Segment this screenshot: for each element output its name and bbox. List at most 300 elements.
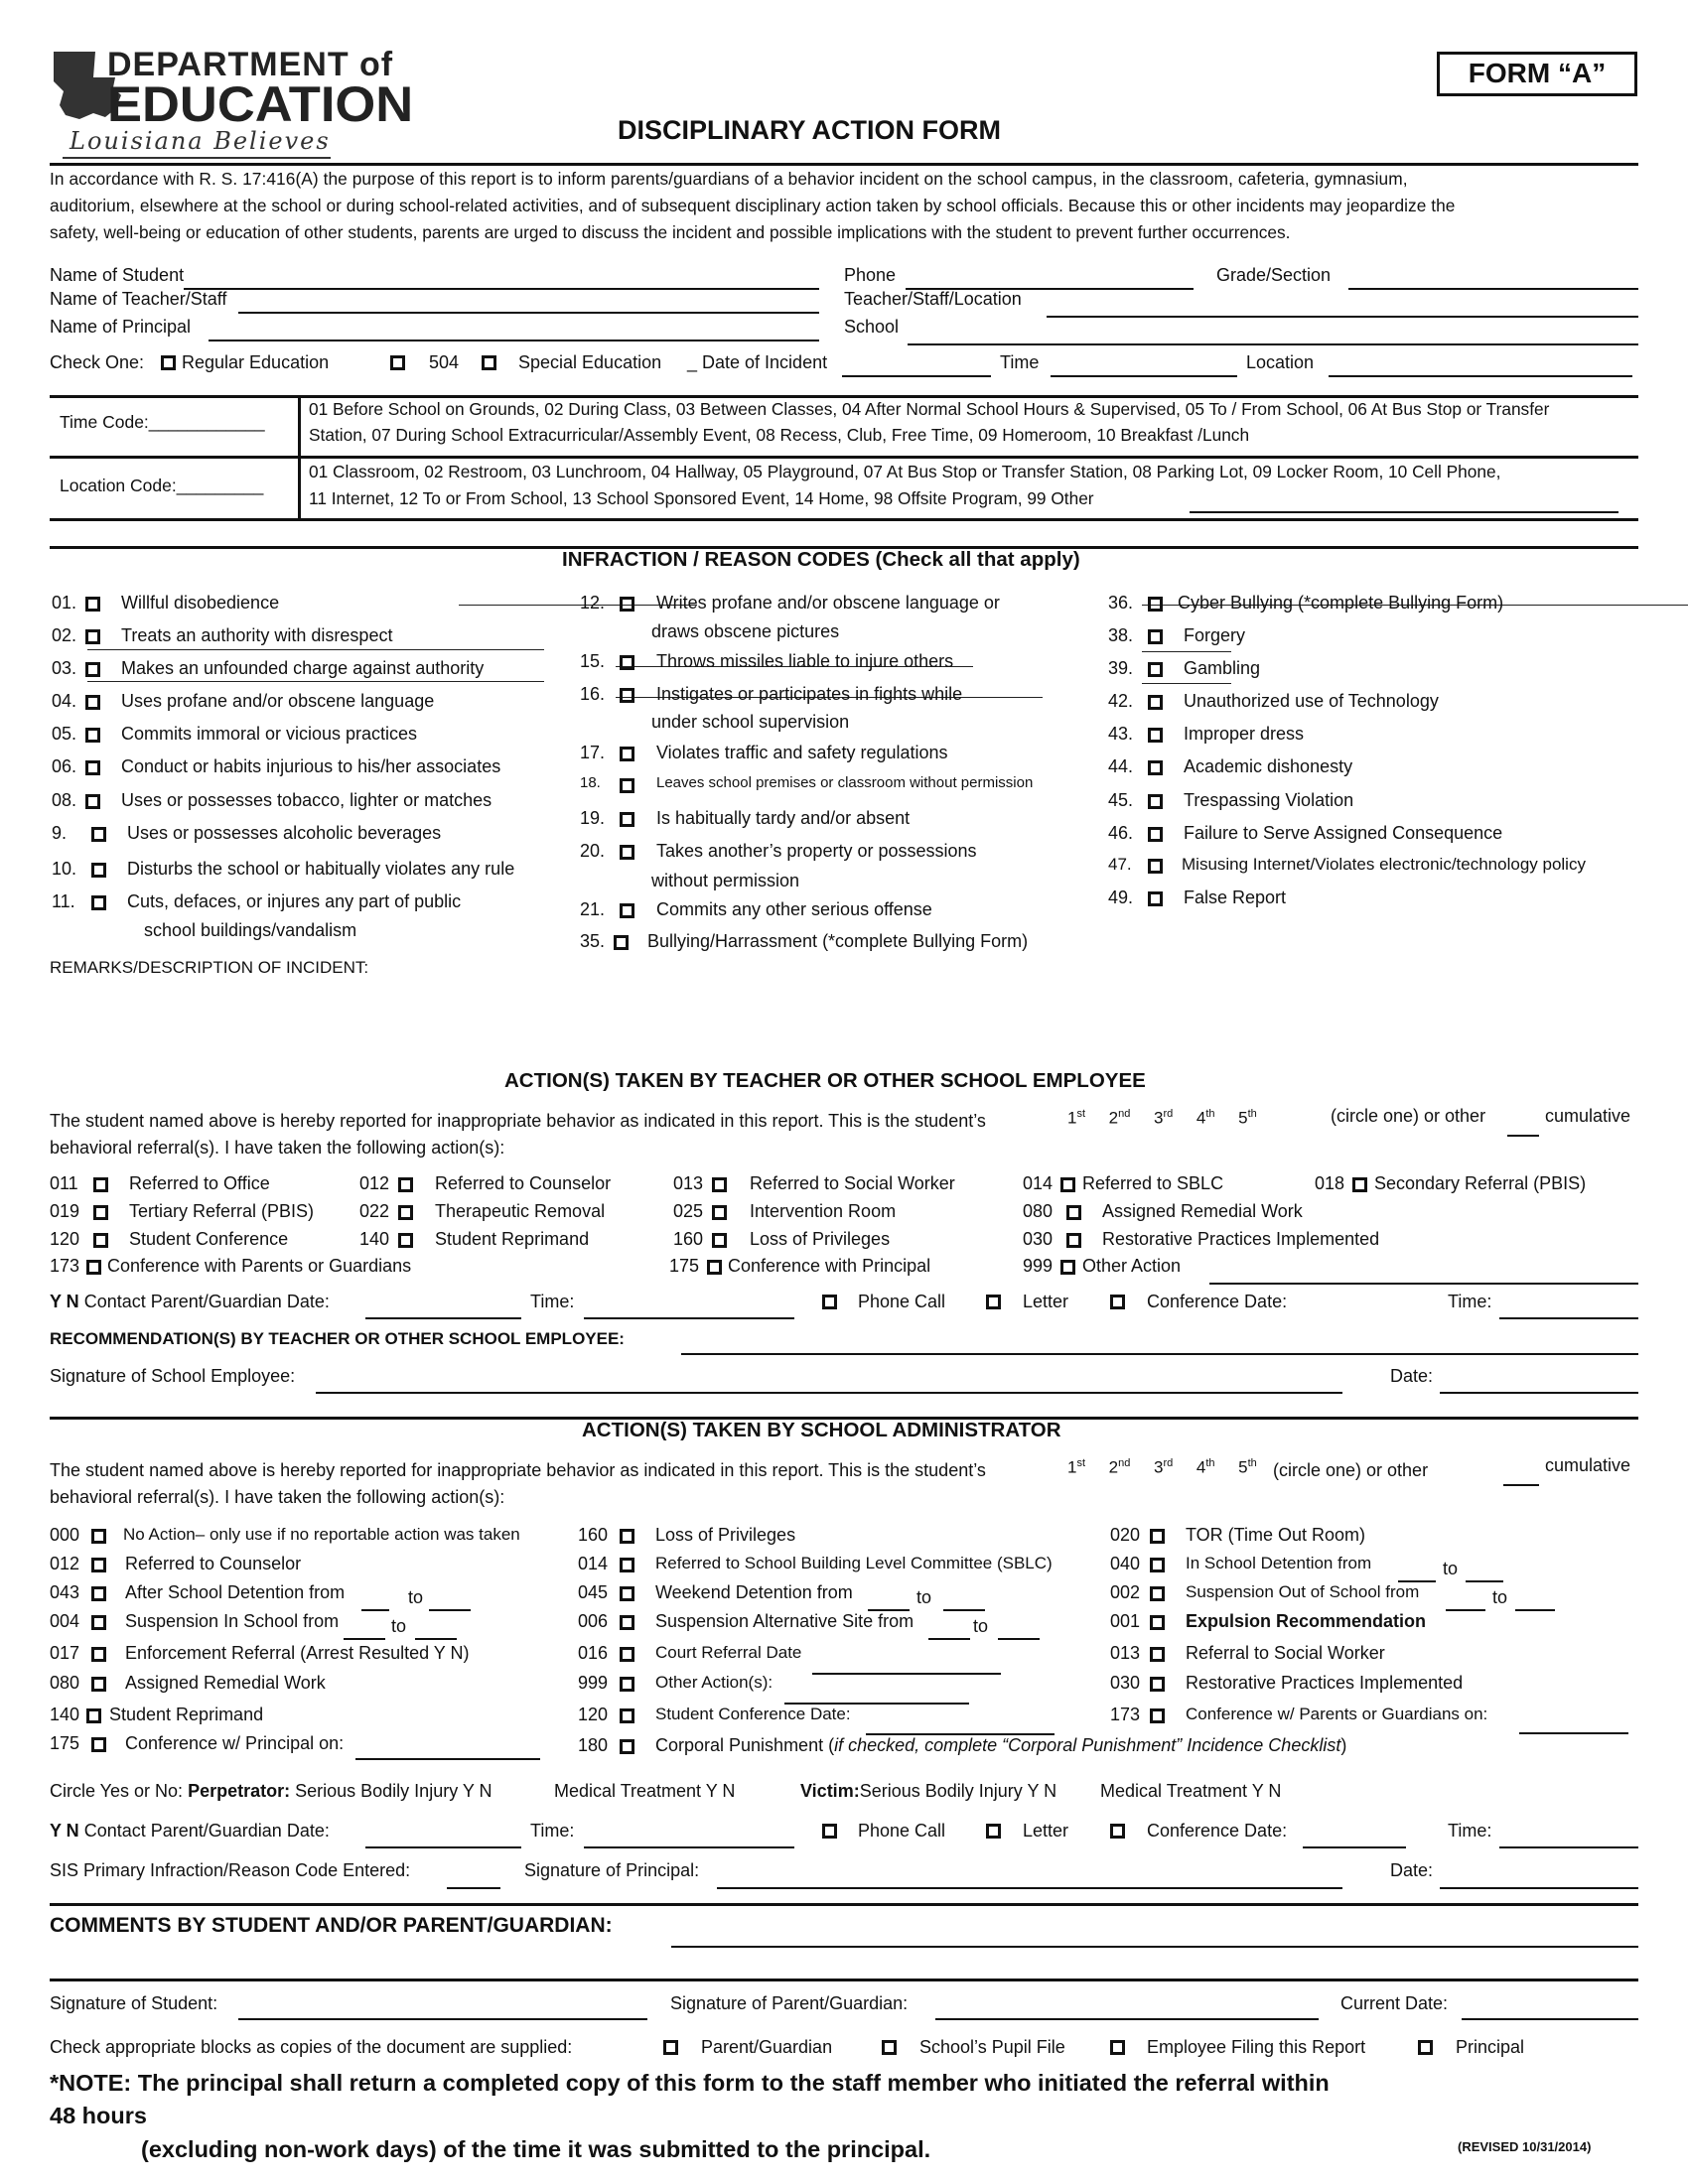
infraction-checkbox[interactable] <box>85 728 100 743</box>
teacher-action-code: 140 <box>359 1229 390 1249</box>
teacher-action-label: Therapeutic Removal <box>435 1201 606 1221</box>
admin-contact-time-label: Time: <box>530 1821 575 1841</box>
time-code-line-2: Station, 07 During School Extracurricular/Assembly Event, 08 Recess, Club, Free Time, 09 Homeroom, 10 Breakfast /Lunch <box>309 425 1250 445</box>
teacher-action-code: 019 <box>50 1201 80 1221</box>
infraction-label: Commits any other serious offense <box>656 899 932 919</box>
admin-action-code: 175 <box>50 1733 80 1753</box>
teacher-contact-time-label: Time: <box>530 1292 575 1311</box>
teacher-action-label: Restorative Practices Implemented <box>1102 1229 1380 1249</box>
infraction-number: 19. <box>580 808 606 828</box>
teacher-cumulative-label: cumulative <box>1545 1106 1631 1126</box>
intro-line-2: auditorium, elsewhere at the school or during school-related activities, and of subsequent disciplinary action taken by school officials. Because this or other incidents may jeopardize the <box>50 196 1456 215</box>
principal-copy-checkbox[interactable] <box>1418 2040 1433 2055</box>
infraction-number: 11. <box>52 891 75 911</box>
infraction-number: 47. <box>1108 855 1132 874</box>
admin-action-checkbox[interactable] <box>620 1677 634 1692</box>
admin-contact-date-field[interactable] <box>365 1846 521 1848</box>
admin-action-label: Referred to Counselor <box>125 1554 302 1573</box>
teacher-action-label: Assigned Remedial Work <box>1102 1201 1303 1221</box>
infraction-number: 20. <box>580 841 606 861</box>
infraction-label: Throws missiles liable to injure others <box>656 651 954 671</box>
infraction-number: 45. <box>1108 790 1134 810</box>
admin-action-code: 004 <box>50 1611 80 1631</box>
current-date-field[interactable] <box>1462 2018 1638 2020</box>
logo <box>48 46 414 157</box>
pupil-file-checkbox[interactable] <box>882 2040 897 2055</box>
admin-action-label: Student Conference Date: <box>655 1705 851 1723</box>
admin-action-checkbox[interactable] <box>620 1529 634 1544</box>
infraction-number: 01. <box>52 593 77 613</box>
isd-to-field[interactable] <box>1466 1580 1503 1582</box>
after-school-to-field[interactable] <box>429 1609 471 1611</box>
incident-time-label: Time <box>1000 352 1040 372</box>
teacher-letter-checkbox[interactable] <box>986 1295 1001 1309</box>
infraction-number: 36. <box>1108 593 1134 613</box>
admin-action-label: Suspension In School from <box>125 1611 340 1631</box>
principal-date-label: Date: <box>1390 1860 1434 1880</box>
admin-action-code: 120 <box>578 1705 609 1724</box>
teacher-action-checkbox[interactable] <box>93 1233 108 1248</box>
admin-action-checkbox[interactable] <box>91 1647 106 1662</box>
teacher-action-checkbox[interactable] <box>1066 1205 1081 1220</box>
revised-date: (REVISED 10/31/2014) <box>1458 2139 1592 2154</box>
admin-action-checkbox[interactable] <box>1150 1677 1165 1692</box>
oss-to-field[interactable] <box>1515 1609 1555 1611</box>
principal-signature-field[interactable] <box>717 1887 1342 1889</box>
comments-label: COMMENTS BY STUDENT AND/OR PARENT/GUARDIAN: <box>50 1914 613 1937</box>
infraction-checkbox[interactable] <box>1148 728 1163 743</box>
admin-action-code: 001 <box>1110 1611 1141 1631</box>
parent-signature-field[interactable] <box>935 2018 1319 2020</box>
infraction-label: Writes profane and/or obscene language or <box>656 593 1000 613</box>
medical-treatment-1[interactable]: Medical Treatment Y N <box>554 1781 736 1801</box>
admin-action-label: No Action– only use if no reportable action was taken <box>123 1525 520 1544</box>
recommendation-field[interactable] <box>681 1353 1638 1355</box>
admin-action-checkbox[interactable] <box>91 1529 106 1544</box>
infraction-checkbox[interactable] <box>1148 695 1163 710</box>
admin-action-label: Student Reprimand <box>109 1705 264 1724</box>
iss-from-field[interactable] <box>344 1638 385 1640</box>
location-code-line-1: 01 Classroom, 02 Restroom, 03 Lunchroom, 04 Hallway, 05 Playground, 07 At Bus Stop or Transfer Station, 08 Parking Lot, 09 Locker Room, 10 Cell Phone, <box>309 462 1501 481</box>
admin-action-label: Loss of Privileges <box>655 1525 796 1545</box>
admin-action-label: Enforcement Referral (Arrest Resulted Y N) <box>125 1643 470 1663</box>
infraction-number: 44. <box>1108 756 1134 776</box>
student-signature-label: Signature of Student: <box>50 1993 218 2013</box>
infraction-label: Disturbs the school or habitually violates any rule <box>127 859 515 879</box>
teacher-contact-date-field[interactable] <box>365 1317 521 1319</box>
teacher-action-checkbox[interactable] <box>1060 1177 1075 1192</box>
injury-row: Circle Yes or No: Perpetrator: Serious Bodily Injury Y N <box>50 1781 492 1801</box>
victim-row[interactable]: Victim:Serious Bodily Injury Y N <box>800 1781 1057 1801</box>
infraction-label: Commits immoral or vicious practices <box>121 724 418 744</box>
admin-conference-date-label: Conference Date: <box>1147 1821 1288 1841</box>
admin-conference-checkbox[interactable] <box>1110 1824 1125 1839</box>
infraction-number: 15. <box>580 651 606 671</box>
logo-department-text: DEPARTMENT of <box>107 46 394 83</box>
infraction-checkbox[interactable] <box>1148 827 1163 842</box>
admin-conference-time-field[interactable] <box>1499 1846 1638 1848</box>
infraction-checkbox[interactable] <box>85 794 100 809</box>
iss-to-field[interactable] <box>415 1638 457 1640</box>
infraction-11-continuation: school buildings/vandalism <box>144 920 357 940</box>
infraction-number: 03. <box>52 658 77 678</box>
pupil-file-label: School’s Pupil File <box>919 2037 1065 2057</box>
infraction-number: 35. <box>580 931 606 951</box>
504-checkbox[interactable] <box>390 355 405 370</box>
admin-conference-date-field[interactable] <box>1303 1846 1406 1848</box>
parents-conference-field[interactable] <box>1519 1732 1628 1734</box>
alt-site-from-field[interactable] <box>928 1638 970 1640</box>
alt-site-to-label: to <box>973 1616 989 1636</box>
sis-label: SIS Primary Infraction/Reason Code Entered: <box>50 1860 411 1880</box>
logo-tagline: Louisiana Believes <box>70 127 331 155</box>
admin-action-code: 014 <box>578 1554 609 1573</box>
admin-action-code: 160 <box>578 1525 609 1545</box>
admin-action-code: 043 <box>50 1582 80 1602</box>
teacher-action-code: 013 <box>673 1173 704 1193</box>
teacher-action-checkbox[interactable] <box>398 1205 413 1220</box>
location-other-field[interactable] <box>1190 511 1618 513</box>
location-code-label[interactable]: Location Code:_________ <box>60 476 264 495</box>
teacher-name-field[interactable] <box>238 312 819 314</box>
admin-conference-time-label: Time: <box>1448 1821 1492 1841</box>
form-label: FORM “A” <box>1437 52 1637 96</box>
infraction-label: Uses profane and/or obscene language <box>121 691 435 711</box>
check-one-label: Check One: <box>50 352 145 372</box>
teacher-action-label: Referred to Social Worker <box>750 1173 955 1193</box>
teacher-action-label: Referred to Office <box>129 1173 270 1193</box>
teacher-location-field[interactable] <box>1047 316 1638 318</box>
employee-copy-checkbox[interactable] <box>1110 2040 1125 2055</box>
infraction-label: Unauthorized use of Technology <box>1184 691 1439 711</box>
admin-phone-call-label: Phone Call <box>858 1821 946 1841</box>
infraction-number: 21. <box>580 899 606 919</box>
grade-label: Grade/Section <box>1216 265 1332 285</box>
time-code-label[interactable]: Time Code:____________ <box>60 412 265 432</box>
infraction-label: Forgery <box>1184 625 1246 645</box>
admin-action-label: Referred to School Building Level Committee (SBLC) <box>655 1554 1053 1572</box>
infraction-number: 08. <box>52 790 77 810</box>
regular-education-checkbox[interactable] <box>161 355 176 370</box>
infraction-20-continuation: without permission <box>651 871 800 890</box>
iss-to-label: to <box>391 1616 407 1636</box>
teacher-action-checkbox[interactable] <box>93 1205 108 1220</box>
location-code-line-2: 11 Internet, 12 To or From School, 13 School Sponsored Event, 14 Home, 98 Offsite Program, 99 Other <box>309 488 1094 508</box>
infraction-number: 10. <box>52 859 77 879</box>
admin-action-checkbox[interactable] <box>1150 1708 1165 1723</box>
infraction-number: 49. <box>1108 887 1134 907</box>
teacher-action-label: Loss of Privileges <box>750 1229 891 1249</box>
infraction-checkbox[interactable] <box>1148 859 1163 874</box>
date-incident-field[interactable] <box>842 375 991 377</box>
admin-action-label: Conference w/ Parents or Guardians on: <box>1186 1705 1488 1723</box>
admin-action-checkbox[interactable] <box>1150 1558 1165 1572</box>
admin-circle-label: (circle one) or other <box>1273 1460 1429 1480</box>
teacher-action-checkbox[interactable] <box>398 1177 413 1192</box>
teacher-action-checkbox[interactable] <box>398 1233 413 1248</box>
admin-action-label: Suspension Out of School from <box>1186 1582 1420 1601</box>
infraction-checkbox[interactable] <box>85 662 100 677</box>
admin-action-checkbox[interactable] <box>620 1647 634 1662</box>
teacher-action-code: 025 <box>673 1201 704 1221</box>
teacher-ordinals[interactable]: 1st 2nd 3rd 4th 5th <box>1067 1108 1257 1128</box>
incident-location-field[interactable] <box>1329 375 1632 377</box>
infraction-label: Leaves school premises or classroom without permission <box>656 774 1034 791</box>
admin-phone-call-checkbox[interactable] <box>822 1824 837 1839</box>
admin-action-label: Suspension Alternative Site from <box>655 1611 914 1631</box>
intro-line-3: safety, well-being or education of other students, parents are urged to discuss the incident and possible implications with the student to prevent further occurrences. <box>50 222 1291 242</box>
infraction-checkbox[interactable] <box>1148 629 1163 644</box>
admin-action-code: 006 <box>578 1611 609 1631</box>
infraction-number: 16. <box>580 684 606 704</box>
teacher-action-code: 173 <box>50 1256 80 1276</box>
infraction-number: 12. <box>580 593 606 613</box>
admin-action-code: 030 <box>1110 1673 1141 1693</box>
infraction-label: Uses or possesses alcoholic beverages <box>127 823 442 843</box>
teacher-action-checkbox[interactable] <box>1066 1233 1081 1248</box>
incident-time-field[interactable] <box>1051 375 1237 377</box>
admin-action-checkbox[interactable] <box>86 1708 101 1723</box>
infraction-label: Improper dress <box>1184 724 1305 744</box>
admin-other-field[interactable] <box>1503 1484 1539 1486</box>
admin-action-checkbox[interactable] <box>91 1737 106 1752</box>
infraction-checkbox[interactable] <box>620 655 634 670</box>
infraction-checkbox[interactable] <box>620 903 634 918</box>
infraction-checkbox[interactable] <box>91 863 106 878</box>
current-date-label: Current Date: <box>1340 1993 1449 2013</box>
infraction-checkbox[interactable] <box>85 695 100 710</box>
infraction-checkbox[interactable] <box>91 827 106 842</box>
remarks-label: REMARKS/DESCRIPTION OF INCIDENT: <box>50 958 369 977</box>
principal-conference-field[interactable] <box>355 1758 540 1760</box>
comments-field-1[interactable] <box>671 1946 1638 1948</box>
admin-action-code: 999 <box>578 1673 609 1693</box>
infraction-label: Uses or possesses tobacco, lighter or matches <box>121 790 492 810</box>
student-name-field[interactable] <box>184 288 819 290</box>
admin-letter-checkbox[interactable] <box>986 1824 1001 1839</box>
infraction-checkbox[interactable] <box>91 895 106 910</box>
intro-line-1: In accordance with R. S. 17:416(A) the purpose of this report is to inform parents/guardians of a behavior incident on the school campus, in the classroom, cafeteria, gymnasium, <box>50 169 1408 189</box>
infraction-label: Failure to Serve Assigned Consequence <box>1184 823 1503 843</box>
teacher-action-checkbox[interactable] <box>712 1233 727 1248</box>
infraction-checkbox[interactable] <box>1148 891 1163 906</box>
admin-action-label: Conference w/ Principal on: <box>125 1733 345 1753</box>
note-line-1: *NOTE: The principal shall return a completed copy of this form to the staff member who initiated the referral within <box>50 2070 1330 2096</box>
grade-field[interactable] <box>1348 288 1638 290</box>
weekend-to-field[interactable] <box>943 1609 985 1611</box>
infraction-label: False Report <box>1184 887 1287 907</box>
admin-contact-row: Y N Contact Parent/Guardian Date: <box>50 1821 330 1841</box>
infraction-label: Misusing Internet/Violates electronic/technology policy <box>1182 855 1586 874</box>
infraction-checkbox[interactable] <box>1148 597 1163 612</box>
teacher-location-label: Teacher/Staff/Location <box>844 289 1022 309</box>
teacher-action-checkbox[interactable] <box>707 1260 722 1275</box>
employee-date-field[interactable] <box>1440 1392 1638 1394</box>
special-education-label: Special Education <box>518 352 662 372</box>
admin-intro-b: behavioral referral(s). I have taken the following action(s): <box>50 1487 505 1507</box>
teacher-action-label: Secondary Referral (PBIS) <box>1374 1173 1587 1193</box>
admin-action-label: Weekend Detention from <box>655 1582 853 1602</box>
teacher-action-code: 160 <box>673 1229 704 1249</box>
teacher-contact-time-field[interactable] <box>584 1317 794 1319</box>
time-code-line-1: 01 Before School on Grounds, 02 During Class, 03 Between Classes, 04 After Normal School Hours & Supervised, 05 To / From School, 06 At Bus Stop or Transfer <box>309 399 1550 419</box>
infraction-label: Conduct or habits injurious to his/her associates <box>121 756 501 776</box>
admin-action-code: 002 <box>1110 1582 1141 1602</box>
infraction-checkbox[interactable] <box>1148 760 1163 775</box>
teacher-action-checkbox[interactable] <box>86 1260 101 1275</box>
admin-action-code: 180 <box>578 1735 609 1755</box>
admin-action-checkbox[interactable] <box>91 1677 106 1692</box>
admin-action-checkbox[interactable] <box>620 1739 634 1754</box>
teacher-action-checkbox[interactable] <box>1352 1177 1367 1192</box>
infraction-checkbox[interactable] <box>620 747 634 761</box>
admin-action-checkbox[interactable] <box>620 1586 634 1601</box>
infraction-label: Bullying/Harrassment (*complete Bullying Form) <box>647 931 1029 951</box>
principal-signature-label: Signature of Principal: <box>524 1860 700 1880</box>
regular-education-label: Regular Education <box>182 352 330 372</box>
teacher-action-code: 014 <box>1023 1173 1054 1193</box>
infraction-checkbox[interactable] <box>620 778 634 793</box>
admin-actions-heading: ACTION(S) TAKEN BY SCHOOL ADMINISTRATOR <box>582 1419 1061 1441</box>
teacher-intro-a: The student named above is hereby reported for inappropriate behavior as indicated in this report. This is the student’s <box>50 1111 986 1131</box>
teacher-phone-call-checkbox[interactable] <box>822 1295 837 1309</box>
infraction-checkbox[interactable] <box>620 597 634 612</box>
teacher-other-field[interactable] <box>1507 1135 1539 1137</box>
infraction-checkbox[interactable] <box>1148 794 1163 809</box>
admin-action-checkbox[interactable] <box>620 1615 634 1630</box>
admin-action-checkbox[interactable] <box>620 1708 634 1723</box>
admin-action-label: Referral to Social Worker <box>1186 1643 1385 1663</box>
teacher-contact-row: Y N Contact Parent/Guardian Date: <box>50 1292 330 1311</box>
teacher-action-code: 011 <box>50 1173 78 1193</box>
admin-letter-label: Letter <box>1023 1821 1069 1841</box>
infraction-checkbox[interactable] <box>85 760 100 775</box>
school-label: School <box>844 317 900 337</box>
admin-action-checkbox[interactable] <box>1150 1615 1165 1630</box>
isd-to-label: to <box>1443 1559 1459 1578</box>
principal-name-field[interactable] <box>209 340 819 341</box>
infraction-checkbox[interactable] <box>85 629 100 644</box>
teacher-conference-checkbox[interactable] <box>1110 1295 1125 1309</box>
infraction-checkbox[interactable] <box>614 935 629 950</box>
teacher-action-label: Other Action <box>1082 1256 1182 1276</box>
employee-date-label: Date: <box>1390 1366 1434 1386</box>
infraction-number: 43. <box>1108 724 1134 744</box>
infraction-number: 39. <box>1108 658 1134 678</box>
admin-action-code: 080 <box>50 1673 80 1693</box>
infraction-checkbox[interactable] <box>620 845 634 860</box>
teacher-action-label: Referred to SBLC <box>1082 1173 1224 1193</box>
admin-action-checkbox[interactable] <box>91 1558 106 1572</box>
admin-ordinals[interactable]: 1st 2nd 3rd 4th 5th <box>1067 1457 1257 1477</box>
admin-cumulative-label: cumulative <box>1545 1455 1631 1475</box>
infraction-12-continuation: draws obscene pictures <box>651 621 840 641</box>
teacher-intro-b: behavioral referral(s). I have taken the following action(s): <box>50 1138 505 1158</box>
teacher-action-code: 120 <box>50 1229 80 1249</box>
note-line-2: 48 hours <box>50 2103 147 2128</box>
comments-field-2[interactable] <box>50 1979 1638 1981</box>
infraction-label: Violates traffic and safety regulations <box>656 743 948 762</box>
logo-education-text: EDUCATION <box>107 76 414 132</box>
infraction-number: 06. <box>52 756 77 776</box>
admin-action-label: Corporal Punishment (if checked, complete “Corporal Punishment” Incidence Checklist) <box>655 1735 1347 1755</box>
teacher-action-checkbox[interactable] <box>712 1177 727 1192</box>
infraction-label: Treats an authority with disrespect <box>121 625 393 645</box>
principal-date-field[interactable] <box>1440 1887 1638 1889</box>
teacher-action-checkbox[interactable] <box>1060 1260 1075 1275</box>
oss-from-field[interactable] <box>1446 1609 1485 1611</box>
admin-action-checkbox[interactable] <box>1150 1586 1165 1601</box>
admin-action-checkbox[interactable] <box>91 1586 106 1601</box>
teacher-action-code: 022 <box>359 1201 390 1221</box>
parent-copy-checkbox[interactable] <box>663 2040 678 2055</box>
admin-action-label: After School Detention from <box>125 1582 346 1602</box>
after-school-to-label: to <box>408 1587 424 1607</box>
infraction-checkbox[interactable] <box>620 812 634 827</box>
teacher-action-label: Conference with Parents or Guardians <box>107 1256 412 1276</box>
admin-contact-time-field[interactable] <box>584 1846 794 1848</box>
infraction-label: Willful disobedience <box>121 593 280 613</box>
infraction-label: Cuts, defaces, or injures any part of public <box>127 891 462 911</box>
phone-label: Phone <box>844 265 897 285</box>
teacher-action-checkbox[interactable] <box>93 1177 108 1192</box>
504-label: 504 <box>429 352 460 372</box>
student-signature-field[interactable] <box>238 2018 647 2020</box>
admin-action-checkbox[interactable] <box>1150 1529 1165 1544</box>
teacher-phone-call-label: Phone Call <box>858 1292 946 1311</box>
admin-action-code: 173 <box>1110 1705 1141 1724</box>
teacher-action-code: 012 <box>359 1173 390 1193</box>
infraction-checkbox[interactable] <box>620 688 634 703</box>
principal-copy-label: Principal <box>1456 2037 1525 2057</box>
infraction-checkbox[interactable] <box>85 597 100 612</box>
alt-site-to-field[interactable] <box>998 1638 1040 1640</box>
infraction-label: Instigates or participates in fights while <box>656 684 963 704</box>
infraction-number: 05. <box>52 724 77 744</box>
infraction-heading: INFRACTION / REASON CODES (Check all that apply) <box>562 548 1080 571</box>
medical-treatment-2[interactable]: Medical Treatment Y N <box>1100 1781 1282 1801</box>
special-education-checkbox[interactable] <box>482 355 496 370</box>
admin-action-code: 017 <box>50 1643 80 1663</box>
parent-copy-label: Parent/Guardian <box>701 2037 833 2057</box>
teacher-conference-time-label: Time: <box>1448 1292 1492 1311</box>
sis-field[interactable] <box>447 1887 500 1889</box>
admin-action-code: 140 <box>50 1705 80 1724</box>
admin-action-checkbox[interactable] <box>91 1615 106 1630</box>
teacher-action-label: Student Conference <box>129 1229 289 1249</box>
infraction-checkbox[interactable] <box>1148 662 1163 677</box>
employee-signature-field[interactable] <box>316 1392 1342 1394</box>
infraction-label: Is habitually tardy and/or absent <box>656 808 911 828</box>
teacher-letter-label: Letter <box>1023 1292 1069 1311</box>
admin-action-code: 012 <box>50 1554 80 1573</box>
student-name-label: Name of Student <box>50 265 185 285</box>
teacher-other-action-field[interactable] <box>1209 1283 1638 1285</box>
court-referral-date-field[interactable] <box>812 1673 1001 1675</box>
note-line-3: (excluding non-work days) of the time it was submitted to the principal. <box>141 2136 931 2162</box>
school-field[interactable] <box>908 343 1638 345</box>
recommendation-label: RECOMMENDATION(S) BY TEACHER OR OTHER SCHOOL EMPLOYEE: <box>50 1329 625 1348</box>
admin-action-checkbox[interactable] <box>1150 1647 1165 1662</box>
after-school-from-field[interactable] <box>361 1609 389 1611</box>
teacher-action-label: Student Reprimand <box>435 1229 590 1249</box>
teacher-conference-time-field[interactable] <box>1499 1317 1638 1319</box>
admin-action-code: 000 <box>50 1525 80 1545</box>
infraction-number: 38. <box>1108 625 1134 645</box>
teacher-action-checkbox[interactable] <box>712 1205 727 1220</box>
parent-signature-label: Signature of Parent/Guardian: <box>670 1993 909 2013</box>
admin-action-checkbox[interactable] <box>620 1558 634 1572</box>
